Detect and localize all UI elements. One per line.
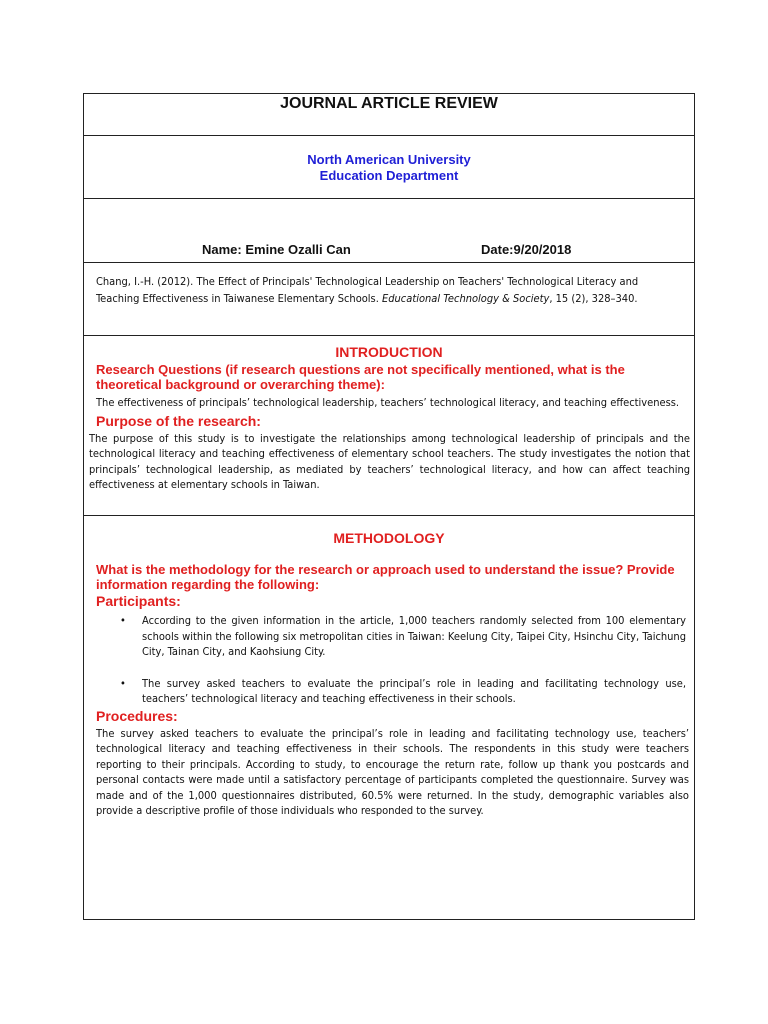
participant-bullet-2: The survey asked teachers to evaluate the principal’s role in leading and facilitating technology use, teachers’ technological literacy and teaching effectiveness in their schools. bbox=[142, 676, 686, 705]
bullet-icon: • bbox=[120, 614, 126, 627]
methodology-question-line1: What is the methodology for the research or approach used to understand the issue? Provide bbox=[96, 562, 675, 577]
bullet-icon: • bbox=[120, 676, 126, 690]
methodology-heading: METHODOLOGY bbox=[333, 530, 445, 546]
name-date-row bbox=[84, 199, 694, 263]
participants-label: Participants: bbox=[96, 593, 181, 609]
methodology-section bbox=[84, 516, 694, 919]
review-date: Date:9/20/2018 bbox=[481, 242, 572, 257]
review-table bbox=[83, 93, 695, 920]
introduction-section bbox=[84, 336, 694, 516]
participants-list bbox=[84, 609, 694, 707]
purpose-text: The purpose of this study is to investigate the relationships among technological leadership of principals and the technological literacy and teaching effectiveness of elementary school teachers. The study investigates the notion that principals’ technological leadership, as mediated by teachers’ technological literacy, and how can affect teaching effectiveness at elementary schools in Taiwan. bbox=[89, 431, 690, 491]
introduction-heading: INTRODUCTION bbox=[335, 344, 443, 360]
list-item bbox=[84, 613, 694, 660]
university-name: North American University bbox=[307, 152, 471, 167]
procedures-text: The survey asked teachers to evaluate the principal’s role in leading and facilitating technology use, teachers’ technological literacy and teaching effectiveness in their schools. The respondents in this study were teachers reporting to their principals. According to study, to encourage the return rate, follow up thank you postcards and personal contacts were made until a satisfactory percentage of participants completed the questionnaire. Survey was made and of the 1,000 questionnaires distributed, 60.5% were returned. In the study, demographic variables also provide a descriptive profile of those individuals who responded to the survey. bbox=[96, 726, 689, 817]
list-item bbox=[84, 676, 694, 707]
institution-row bbox=[84, 136, 694, 199]
department-name: Education Department bbox=[319, 168, 459, 183]
citation-volume: , 15 (2), 328–340. bbox=[549, 292, 638, 305]
purpose-label: Purpose of the research: bbox=[96, 412, 261, 429]
procedures-label: Procedures: bbox=[96, 707, 178, 724]
methodology-question-line2: information regarding the following: bbox=[96, 577, 320, 592]
citation bbox=[84, 263, 694, 307]
research-questions-text: The effectiveness of principals’ technological leadership, teachers’ technological literacy, and teaching effectiveness. bbox=[96, 396, 680, 409]
citation-journal: Educational Technology & Society bbox=[382, 292, 550, 305]
citation-text: Chang, I.-H. (2012). The Effect of Principals' Technological Leadership on Teachers' Technological Literacy and Teaching Effectiveness in Taiwanese Elementary Schools. bbox=[96, 275, 639, 305]
citation-row bbox=[84, 263, 694, 336]
reviewer-name: Name: Emine Ozalli Can bbox=[202, 242, 351, 257]
title-row bbox=[84, 94, 694, 136]
participant-bullet-1: According to the given information in the article, 1,000 teachers randomly selected from 100 elementary schools within the following six metropolitan cities in Taiwan: Keelung City, Taipei City, Hsinchu City, Taichung City, Tainan City, and Kaohsiung City. bbox=[142, 614, 686, 658]
methodology-question bbox=[84, 547, 694, 592]
page-title: JOURNAL ARTICLE REVIEW bbox=[280, 95, 498, 112]
research-questions-label: Research Questions (if research questions are not specifically mentioned, what is the theoretical background or overarching theme): bbox=[96, 362, 625, 392]
